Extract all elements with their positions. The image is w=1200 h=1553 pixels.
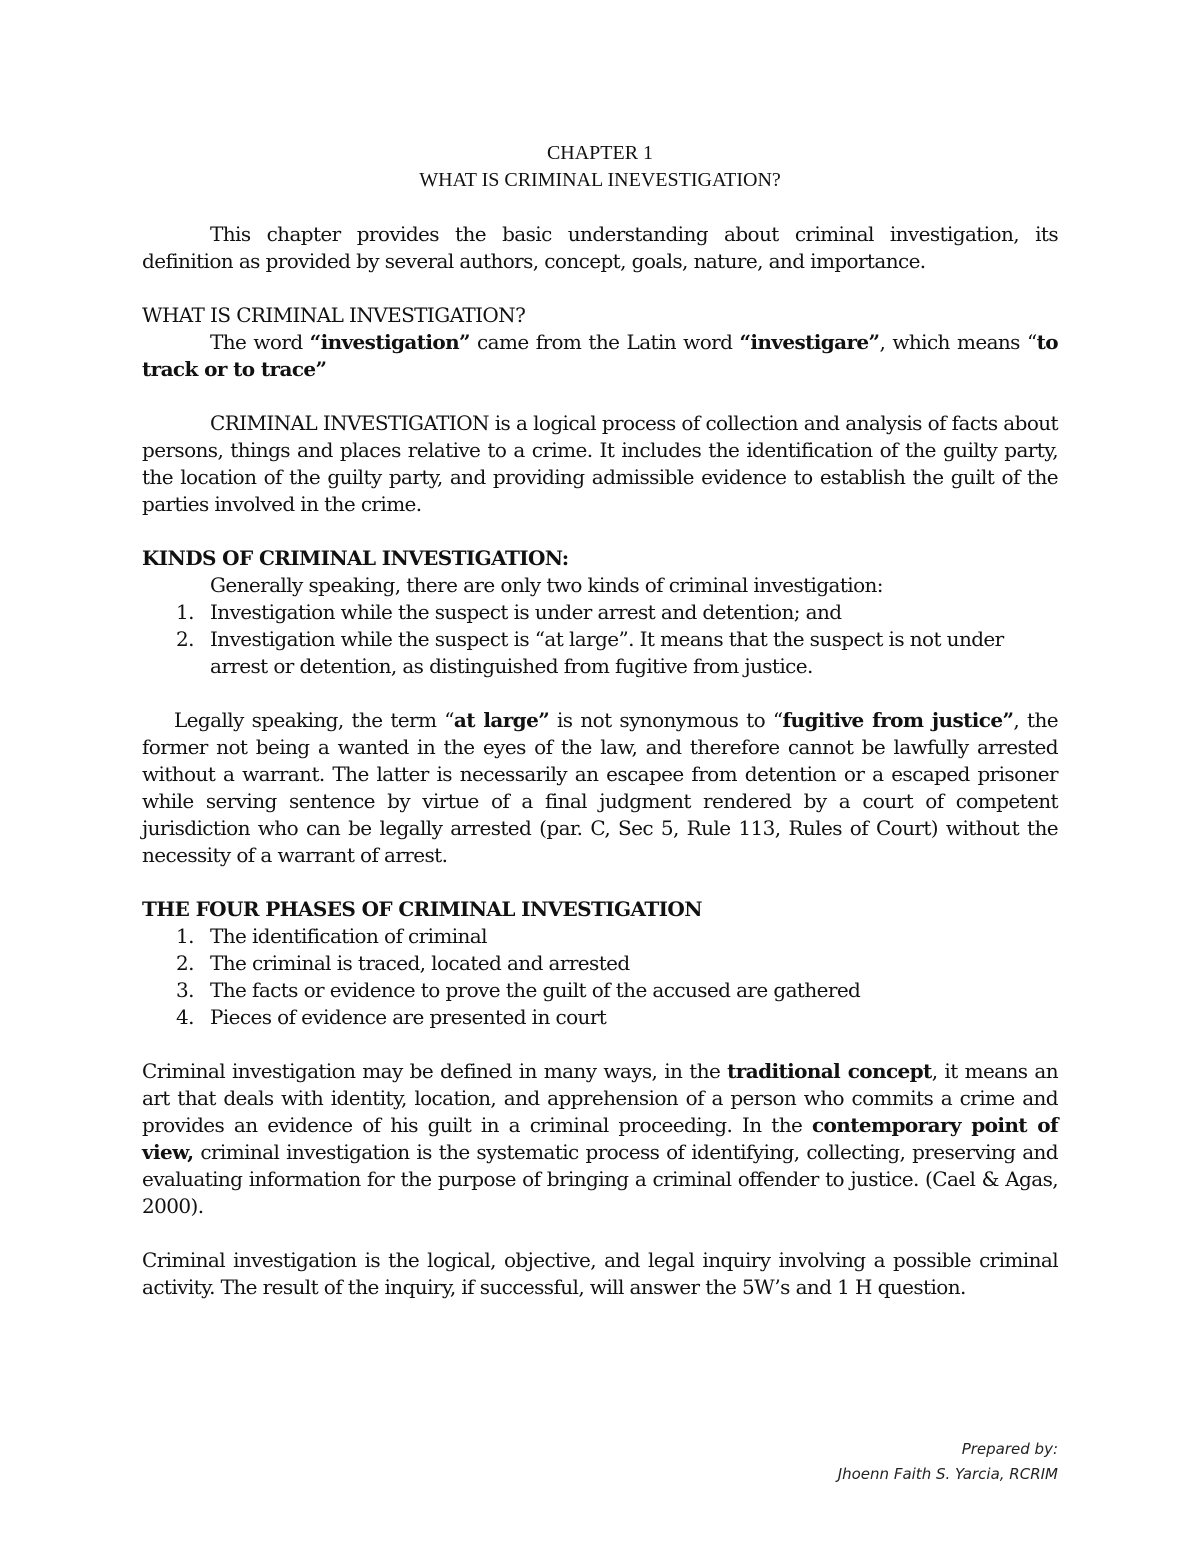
list-item: 3. The facts or evidence to prove the guilt of the accused are gathered <box>176 978 861 1002</box>
phases-list <box>142 923 1058 1031</box>
prepared-by-label: Prepared by: <box>961 1440 1058 1458</box>
section-phases-heading: THE FOUR PHASES OF CRIMINAL INVESTIGATION <box>142 897 702 921</box>
section-what-heading: WHAT IS CRIMINAL INVESTIGATION? <box>142 303 526 327</box>
term-investigare: “investigare” <box>739 330 880 354</box>
definition-paragraph: CRIMINAL INVESTIGATION is a logical process of collection and analysis of facts about persons, things and places relative to a crime. It includes the identification of the guilty party, the location of the guilty party, and providing admissible evidence to establish the guilt of the parties involved in the crime. <box>142 411 1058 516</box>
section-kinds-heading: KINDS OF CRIMINAL INVESTIGATION: <box>142 546 569 570</box>
term-contemporary-point-of-view: contemporary point of view, <box>142 1113 1058 1164</box>
closing-paragraph: Criminal investigation is the logical, objective, and legal inquiry involving a possible criminal activity. The result of the inquiry, if successful, will answer the 5W’s and 1 H question. <box>142 1248 1058 1299</box>
term-fugitive-from-justice: fugitive from justice” <box>782 708 1014 732</box>
concepts-paragraph: Criminal investigation may be defined in many ways, in the traditional concept, it means an art that deals with identity, location, and apprehension of a person who commits a crime and provides an evidence of his guilt in a criminal proceeding. In the contemporary point of view, criminal investigation is the systematic process of identifying, collecting, preserving and evaluating information for the purpose of bringing a criminal offender to justice. (Cael & Agas, 2000). <box>142 1059 1058 1218</box>
list-item: 4. Pieces of evidence are presented in court <box>176 1005 607 1029</box>
kinds-list <box>142 599 1058 680</box>
term-to-track-or-trace: to track or to trace” <box>142 330 1058 381</box>
legal-paragraph: Legally speaking, the term “at large” is not synonymous to “fugitive from justice”, the former not being a wanted in the eyes of the law, and therefore cannot be lawfully arrested without a warrant. The latter is necessarily an escapee from detention or a escaped prisoner while serving sentence by virtue of a final judgment rendered by a court of competent jurisdiction who can be legally arrested (par. C, Sec 5, Rule 113, Rules of Court) without the necessity of a warrant of arrest. <box>142 708 1058 867</box>
etymology-paragraph: The word “investigation” came from the Latin word “investigare”, which means “to track or to trace” <box>142 330 1058 381</box>
prepared-by-footer <box>838 1437 1058 1487</box>
term-at-large: at large” <box>453 708 550 732</box>
chapter-number: CHAPTER 1 <box>546 142 654 164</box>
term-traditional-concept: traditional concept <box>727 1059 932 1083</box>
kinds-intro: Generally speaking, there are only two kinds of criminal investigation: <box>210 573 883 597</box>
document-page <box>142 140 1058 1301</box>
list-item: 1. The identification of criminal <box>176 924 487 948</box>
list-item: 2. Investigation while the suspect is “at large”. It means that the suspect is not under arrest or detention, as distinguished from fugitive from justice. <box>176 627 1004 678</box>
list-item: 1. Investigation while the suspect is under arrest and detention; and <box>176 600 842 624</box>
term-investigation: “investigation” <box>309 330 470 354</box>
chapter-title: WHAT IS CRIMINAL INEVESTIGATION? <box>419 169 781 191</box>
intro-paragraph: This chapter provides the basic understanding about criminal investigation, its definition as provided by several authors, concept, goals, nature, and importance. <box>142 222 1058 273</box>
author-name: Jhoenn Faith S. Yarcia, RCRIM <box>837 1465 1058 1483</box>
list-item: 2. The criminal is traced, located and arrested <box>176 951 630 975</box>
